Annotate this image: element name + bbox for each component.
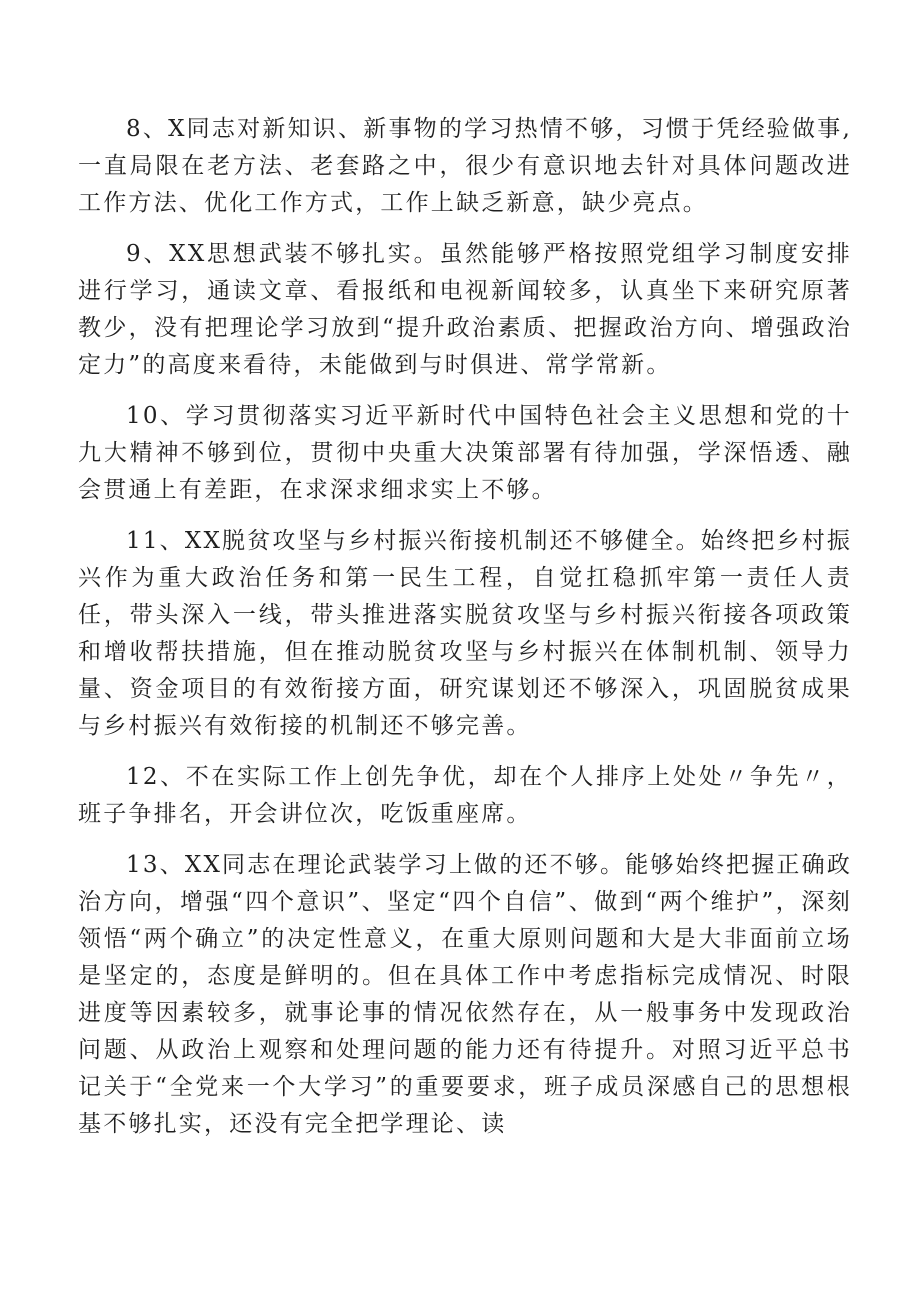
paragraph-item-9: 9、XX思想武装不够扎实。虽然能够严格按照党组学习制度安排进行学习，通读文章、看报纸和电视新闻较多，认真坐下来研究原著教少，没有把理论学习放到“提升政治素质、把握政治方向、增强政治定力”的高度来看待，未能做到与时俱进、常学常新。	[78, 241, 852, 378]
paragraph-item-8: 8、X同志对新知识、新事物的学习热情不够，习惯于凭经验做事,一直局限在老方法、老套路之中，很少有意识地去针对具体问题改进工作方法、优化工作方式，工作上缺乏新意，缺少亮点。	[78, 116, 852, 216]
paragraph-item-10: 10、学习贯彻落实习近平新时代中国特色社会主义思想和党的十九大精神不够到位，贯彻中央重大决策部署有待加强，学深悟透、融会贯通上有差距，在求深求细求实上不够。	[78, 403, 852, 503]
document-body	[78, 111, 852, 1157]
paragraph-item-13: 13、XX同志在理论武装学习上做的还不够。能够始终把握正确政治方向，增强“四个意识”、坚定“四个自信”、做到“两个维护”，深刻领悟“两个确立”的决定性意义，在重大原则问题和大是大非面前立场是坚定的，态度是鲜明的。但在具体工作中考虑指标完成情况、时限进度等因素较多，就事论事的情况依然存在，从一般事务中发现政治问题、从政治上观察和处理问题的能力还有待提升。对照习近平总书记关于“全党来一个大学习”的重要要求，班子成员深感自己的思想根基不够扎实，还没有完全把学理论、读	[78, 852, 853, 1137]
paragraph-item-12: 12、不在实际工作上创先争优，却在个人排序上处处〃争先〃，班子争排名，开会讲位次，吃饭重座席。	[78, 764, 852, 827]
paragraph-item-11: 11、XX脱贫攻坚与乡村振兴衔接机制还不够健全。始终把乡村振兴作为重大政治任务和第一民生工程，自觉扛稳抓牢第一责任人责任，带头深入一线，带头推进落实脱贫攻坚与乡村振兴衔接各项政策和增收帮扶措施，但在推动脱贫攻坚与乡村振兴在体制机制、领导力量、资金项目的有效衔接方面，研究谋划还不够深入，巩固脱贫成果与乡村振兴有效衔接的机制还不够完善。	[78, 528, 853, 739]
